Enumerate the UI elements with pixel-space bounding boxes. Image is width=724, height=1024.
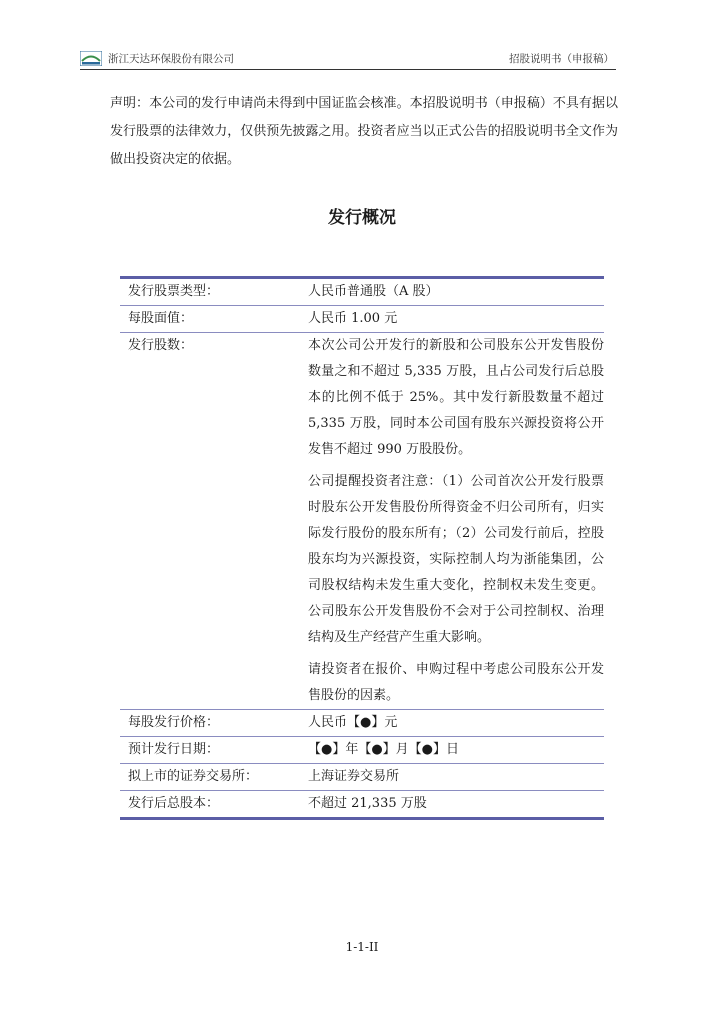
row-label: 发行股票类型： bbox=[128, 284, 220, 299]
section-title: 发行概况 bbox=[328, 208, 396, 228]
row-label: 发行后总股本： bbox=[128, 796, 220, 811]
company-name: 浙江天达环保股份有限公司 bbox=[108, 53, 234, 65]
company-logo bbox=[80, 51, 102, 66]
investor-notice-paragraph: 公司提醒投资者注意：（1）公司首次公开发行股票时股东公开发售股份所得资金不归公司所有，归实际发行股份的股东所有；（2）公司发行前后，控股股东均为兴源投资，实际控制人均为浙能集团，公司股权结构未发生重大变化，控制权未发生变更。公司股东公开发售股份不会对于公司控制权、治理结构及生产经营产生重大影响。 bbox=[308, 474, 604, 645]
table-row bbox=[120, 306, 604, 333]
row-value: 不超过 21,335 万股 bbox=[308, 796, 427, 811]
table-row bbox=[120, 737, 604, 764]
table-row bbox=[120, 764, 604, 791]
row-label: 发行股数： bbox=[128, 338, 194, 353]
table-row bbox=[120, 791, 604, 817]
offering-overview-table bbox=[120, 276, 604, 820]
table-row bbox=[120, 710, 604, 737]
row-value: 【●】年【●】月【●】日 bbox=[308, 742, 460, 757]
row-label: 每股面值： bbox=[128, 311, 194, 326]
page-number: 1-1-II bbox=[345, 940, 379, 954]
shares-paragraph: 本次公司公开发行的新股和公司股东公开发售股份数量之和不超过 5,335 万股，且占公司发行后总股本的比例不低于 25%。其中发行新股数量不超过 5,335 万股，同时本公司国有股东兴源投资将公开发售不超过 990 万股股份。 bbox=[308, 338, 604, 457]
row-value: 人民币 1.00 元 bbox=[308, 311, 398, 326]
disclaimer-text: 声明：本公司的发行申请尚未得到中国证监会核准。本招股说明书（申报稿）不具有据以发行股票的法律效力，仅供预先披露之用。投资者应当以正式公告的招股说明书全文作为做出投资决定的依据。 bbox=[110, 96, 618, 167]
table-row bbox=[120, 279, 604, 306]
row-value: 人民币【●】元 bbox=[308, 715, 398, 730]
row-label: 拟上市的证券交易所： bbox=[128, 769, 259, 784]
table-row bbox=[120, 333, 604, 710]
row-value: 人民币普通股（A 股） bbox=[308, 284, 439, 299]
row-label: 每股发行价格： bbox=[128, 715, 220, 730]
document-type: 招股说明书（申报稿） bbox=[509, 53, 614, 65]
page-header bbox=[80, 50, 616, 70]
row-value bbox=[308, 333, 604, 709]
investor-reminder-paragraph: 请投资者在报价、申购过程中考虑公司股东公开发售股份的因素。 bbox=[308, 662, 604, 703]
row-value: 上海证券交易所 bbox=[308, 769, 400, 784]
row-label: 预计发行日期： bbox=[128, 742, 220, 757]
